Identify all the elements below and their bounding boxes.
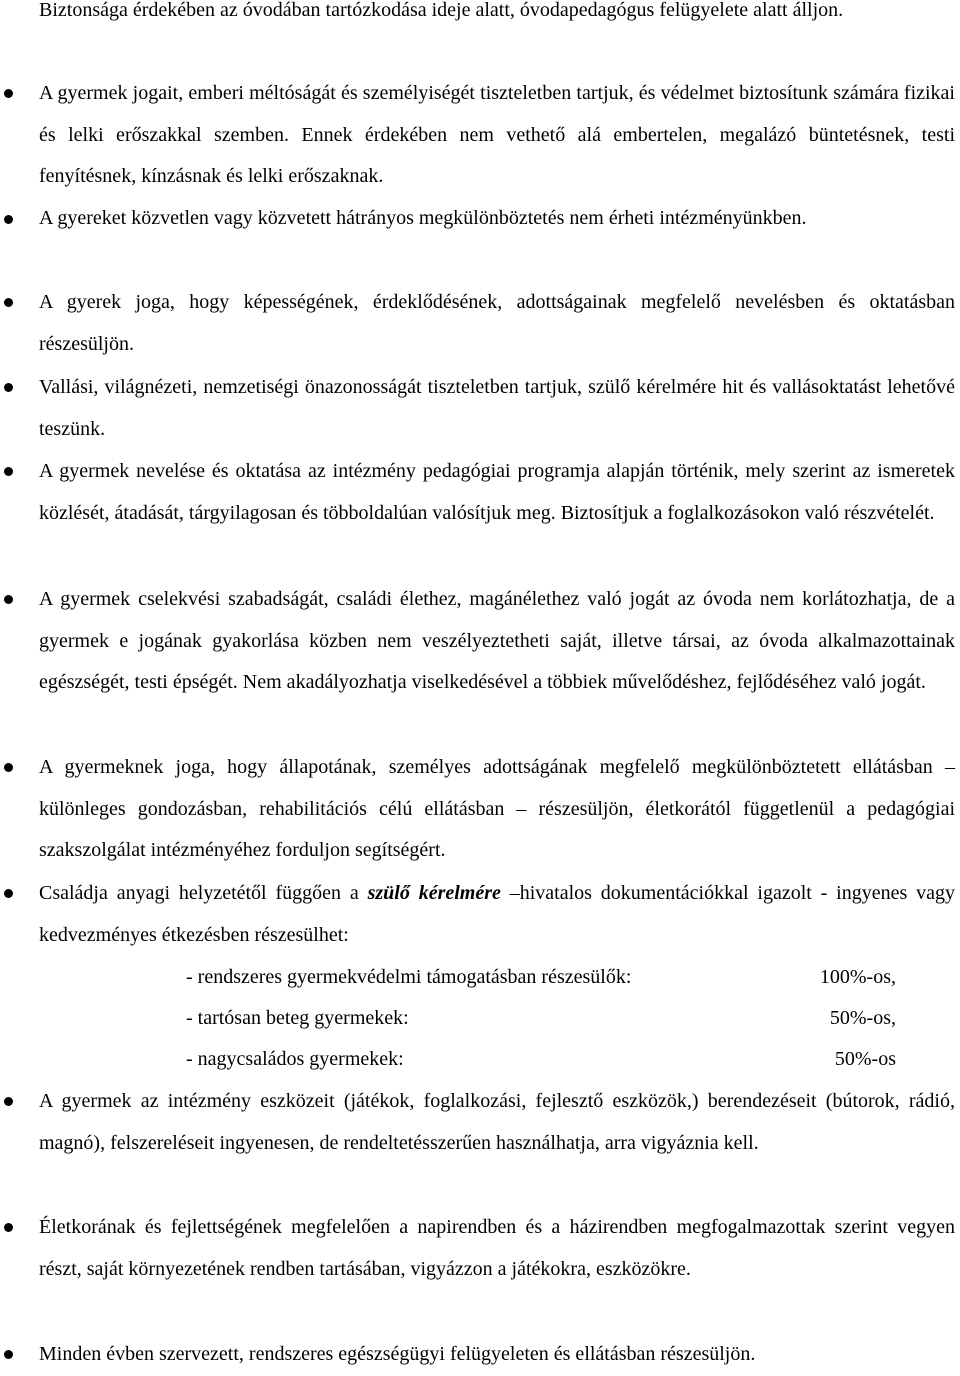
list-item: Életkorának és fejlettségének megfelelően a napirendben és a házirendben megfogalmazottak szerint vegyen részt, saját környezetének rendben tartásában, vigyázzon a játékokra, eszközökre.	[39, 1216, 955, 1280]
discount-value: 100%-os,	[819, 966, 896, 988]
bullet-icon	[4, 383, 13, 392]
discount-label: - rendszeres gyermekvédelmi támogatásban részesülők:	[186, 966, 632, 988]
bullet-icon	[4, 215, 13, 224]
discount-row	[186, 998, 896, 1039]
list-item: Vallási, világnézeti, nemzetiségi önazonosságát tiszteletben tartjuk, szülő kérelmére hit és vallásoktatást lehetővé teszünk.	[39, 376, 955, 440]
list-item: A gyerek joga, hogy képességének, érdeklődésének, adottságainak megfelelő nevelésben és oktatásban részesüljön.	[39, 291, 955, 355]
continuation-paragraph: Biztonsága érdekében az óvodában tartózkodása ideje alatt, óvodapedagógus felügyelete alatt álljon.	[39, 0, 844, 21]
list-item: A gyereket közvetlen vagy közvetett hátrányos megkülönböztetés nem érheti intézményünkben.	[39, 207, 807, 229]
list-item: A gyermek jogait, emberi méltóságát és személyiségét tiszteletben tartjuk, és védelmet biztosítunk számára fizikai és lelki erőszakkal szemben. Ennek érdekében nem vethető alá embertelen, megalázó büntetésnek, testi fenyítésnek, kínzásnak és lelki erőszaknak.	[39, 82, 955, 187]
bullet-icon	[4, 763, 13, 772]
bullet-icon	[4, 1350, 13, 1359]
discount-row	[186, 1039, 896, 1080]
list-item: A gyermek az intézmény eszközeit (játékok, foglalkozási, fejlesztő eszközök,) berendezéseit (bútorok, rádió, magnó), felszereléseit ingyenesen, de rendeltetésszerűen használhatja, arra vigyáznia kell.	[39, 1090, 955, 1154]
bullet-icon	[4, 1097, 13, 1106]
discount-row	[186, 957, 896, 998]
bullet-icon	[4, 889, 13, 898]
discount-value: 50%-os,	[829, 1007, 896, 1029]
list-item: A gyermek cselekvési szabadságát, családi élethez, magánélethez való jogát az óvoda nem korlátozhatja, de a gyermek e jogának gyakorlása közben nem veszélyeztetheti saját, illetve társai, az óvoda alkalmazottainak egészségét, testi épségét. Nem akadályozhatja viselkedésével a többiek művelődéshez, fejlődéséhez való jogát.	[39, 588, 955, 693]
meal-text-after: –hivatalos dokumentációkkal igazolt - ingyenes vagy kedvezményes étkezésben részesülhet:	[39, 882, 956, 946]
discount-value: 50%-os	[834, 1048, 896, 1070]
meal-eligibility-item	[39, 873, 955, 956]
bullet-icon	[4, 1223, 13, 1232]
discount-label: - tartósan beteg gyermekek:	[186, 1007, 409, 1029]
bullet-icon	[4, 298, 13, 307]
bullet-icon	[4, 595, 13, 604]
list-item: Minden évben szervezett, rendszeres egészségügyi felügyeleten és ellátásban részesüljön.	[39, 1343, 756, 1365]
bullet-icon	[4, 467, 13, 476]
discount-label: - nagycsaládos gyermekek:	[186, 1048, 404, 1070]
parent-request-emphasis: szülő kérelmére	[367, 882, 501, 904]
bullet-icon	[4, 89, 13, 98]
list-item: A gyermeknek joga, hogy állapotának, személyes adottságának megfelelő megkülönböztetett ellátásban – különleges gondozásban, rehabilitációs célú ellátásban – részesüljön, életkorától függetlenül a pedagógiai szakszolgálat intézményéhez forduljon segítségért.	[39, 756, 955, 861]
meal-text-before: Családja anyagi helyzetétől függően a	[39, 882, 368, 904]
list-item: A gyermek nevelése és oktatása az intézmény pedagógiai programja alapján történik, mely szerint az ismeretek közlését, átadását, tárgyilagosan és többoldalúan valósítjuk meg. Biztosítjuk a foglalkozásokon való részvételét.	[39, 460, 955, 524]
